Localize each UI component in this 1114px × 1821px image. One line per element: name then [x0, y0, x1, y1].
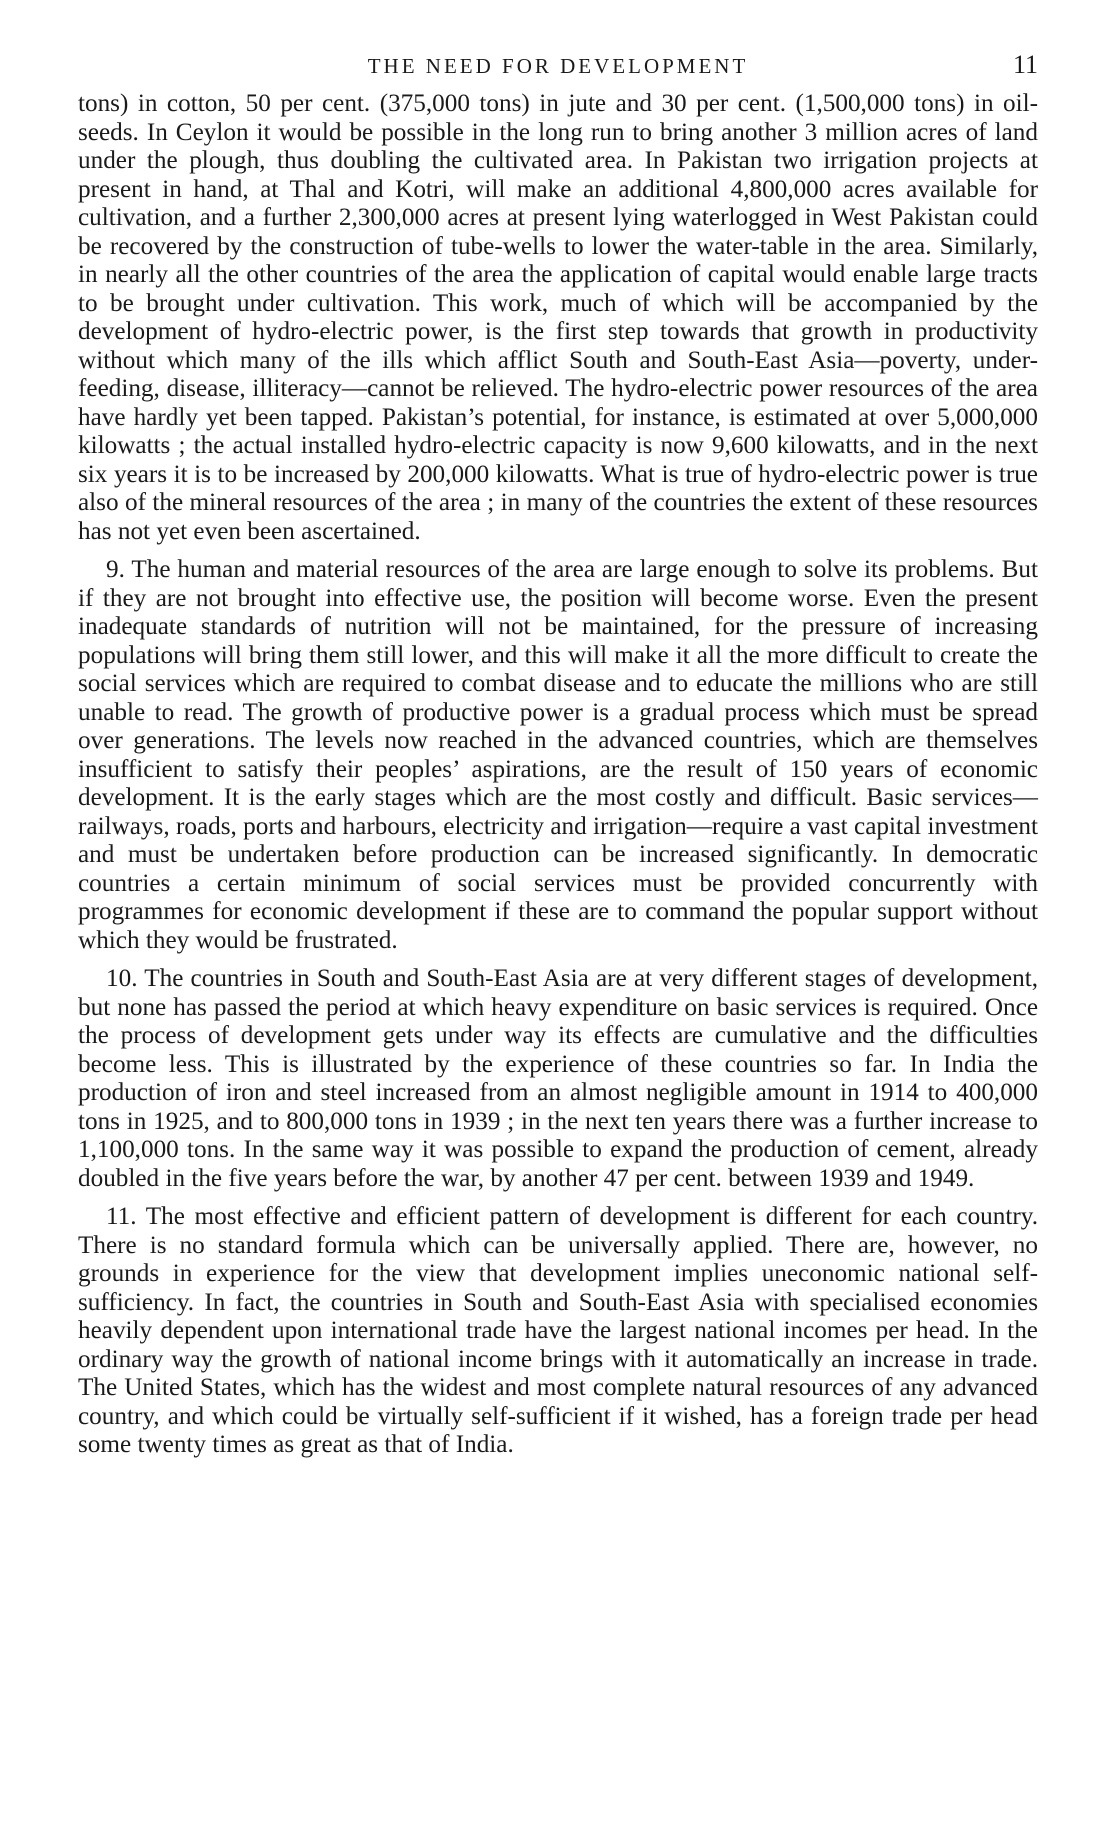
document-page — [78, 50, 1038, 1460]
paragraph-9: 9. The human and material resources of the area are large enough to solve its problems. But if they are not brought into effective use, the position will become worse. Even the present inadequate standards of nutrition will not be maintained, for the pressure of increasing populations will bring them still lower, and this will make it all the more difficult to create the social services which are required to combat disease and to educate the millions who are still unable to read. The growth of productive power is a gradual process which must be spread over generations. The levels now reached in the advanced countries, which are themselves insufficient to satisfy their peoples’ aspirations, are the result of 150 years of economic development. It is the early stages which are the most costly and difficult. Basic services—railways, roads, ports and harbours, electricity and irrigation—require a vast capital investment and must be undertaken before production can be increased significantly. In democratic countries a certain minimum of social services must be provided concurrently with programmes for economic development if these are to command the popular support without which they would be frustrated. — [78, 556, 1038, 954]
paragraph-continued: tons) in cotton, 50 per cent. (375,000 tons) in jute and 30 per cent. (1,500,000 tons) in oil-seeds. In Ceylon it would be possible in the long run to bring another 3 million acres of land under the plough, thus doubling the cultivated area. In Pakistan two irrigation projects at present in hand, at Thal and Kotri, will make an additional 4,800,000 acres available for cultivation, and a further 2,300,000 acres at present lying waterlogged in West Pakistan could be recovered by the construction of tube-wells to lower the water-table in the area. Similarly, in nearly all the other countries of the area the application of capital would enable large tracts to be brought under cultivation. This work, much of which will be accompanied by the development of hydro-electric power, is the first step towards that growth in productivity without which many of the ills which afflict South and South-East Asia—poverty, under-feeding, disease, illiteracy—cannot be relieved. The hydro-electric power resources of the area have hardly yet been tapped. Pakistan’s potential, for instance, is estimated at over 5,000,000 kilowatts ; the actual installed hydro-electric capacity is now 9,600 kilowatts, and in the next six years it is to be increased by 200,000 kilowatts. What is true of hydro-electric power is true also of the mineral resources of the area ; in many of the countries the extent of these resources has not yet even been ascertained. — [78, 90, 1038, 545]
page-number: 11 — [1012, 50, 1038, 79]
running-title: THE NEED FOR DEVELOPMENT — [367, 54, 749, 78]
paragraph-11: 11. The most effective and efficient pattern of development is different for each country. There is no standard formula which can be universally applied. There are, however, no grounds in experience for the view that development implies uneconomic national self-sufficiency. In fact, the countries in South and South-East Asia with specialised economies heavily dependent upon international trade have the largest national incomes per head. In the ordinary way the growth of national income brings with it automatically an increase in trade. The United States, which has the widest and most complete natural resources of any advanced country, and which could be virtually self-sufficient if it wished, has a foreign trade per head some twenty times as great as that of India. — [78, 1203, 1038, 1458]
running-head — [78, 50, 1038, 90]
paragraph-10: 10. The countries in South and South-East Asia are at very different stages of development, but none has passed the period at which heavy expenditure on basic services is required. Once the process of development gets under way its effects are cumulative and the difficulties become less. This is illustrated by the experience of these countries so far. In India the production of iron and steel increased from an almost negligible amount in 1914 to 400,000 tons in 1925, and to 800,000 tons in 1939 ; in the next ten years there was a further increase to 1,100,000 tons. In the same way it was possible to expand the production of cement, already doubled in the five years before the war, by another 47 per cent. between 1939 and 1949. — [78, 965, 1038, 1192]
